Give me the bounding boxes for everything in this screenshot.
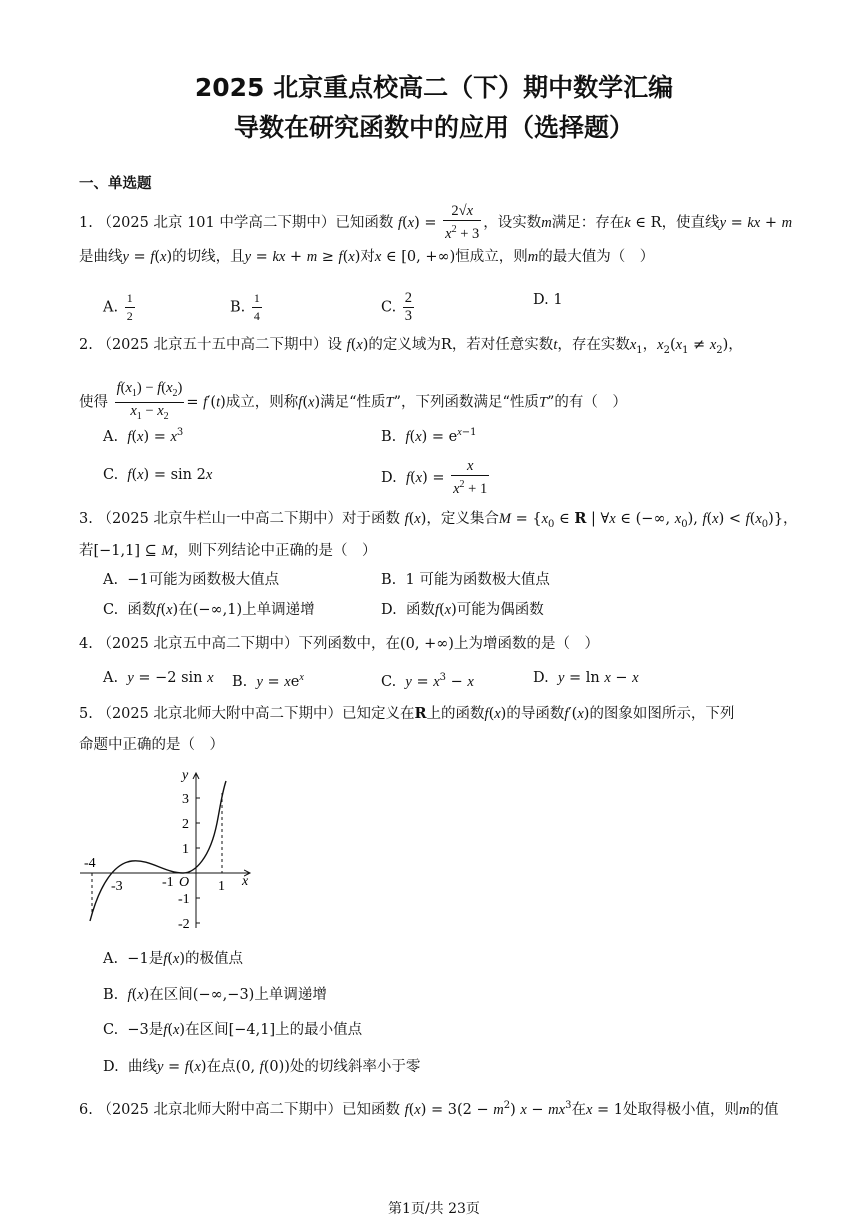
q2-option-a[interactable]: A. $f(x) = x^3$ [103,427,184,445]
q3-option-a[interactable]: A. −1可能为函数极大值点 [103,572,280,588]
q2-option-b[interactable]: B. $f(x) = e^{x-1}$ [381,427,477,445]
y-tick-label: -2 [178,917,190,932]
q1-option-d[interactable]: D. 1 [533,292,563,308]
q5-option-d[interactable]: D. 曲线y = f(x)在点(0, f(0))处的切线斜率小于零 [103,1059,421,1075]
q5-option-a[interactable]: A. −1是f(x)的极值点 [103,951,243,967]
question-4-line-1: 4. （2025 北京五中高二下期中）下列函数中，在(0, +∞)上为增函数的是（ ） [79,636,599,652]
page-footer: 第1页/共 23页 [388,1201,480,1217]
page-title: 2025 北京重点校高二（下）期中数学汇编 [194,73,674,102]
q4-option-c[interactable]: C. $y = x^3 - x$ [381,672,474,690]
y-tick-label: -1 [178,892,190,907]
question-1-line-1: 1. （2025 北京 101 中学高二下期中）已知函数 f(x) = $\frac{2√x}{x^2 + 3}$ ，设实数m满足：存在k ∈ R，使直线y = kx + m [79,203,793,242]
q5-option-b[interactable]: B. f(x)在区间(−∞,−3)上单调递增 [103,987,327,1003]
section-heading: 一、单选题 [79,176,152,192]
question-5-line-2: 命题中正确的是（ ） [79,737,224,753]
x-tick-label: -3 [111,879,123,894]
question-2-line-1: 2. （2025 北京五十五中高二下期中）设 f(x)的定义域为R，若对任意实数t，存在实数$x_1$，$x_2(x_1 \ne x_2)$， [79,337,743,356]
q3-option-b[interactable]: B. 1 可能为函数极大值点 [381,572,550,588]
y-axis-label: y [182,768,189,783]
q2-option-d[interactable]: D. f(x) = $\frac{x}{x^2 + 1}$ [381,458,488,497]
x-tick-label: -4 [84,856,96,871]
question-6-line-1: 6. （2025 北京北师大附中高二下期中）已知函数 $f(x) = 3(2 - m^2)$ $x - mx^3$在x = 1处取得极小值，则m的值 [79,1100,779,1118]
q1-option-a[interactable]: A. $\frac{1}{2}$ [103,291,133,323]
question-5-line-1: 5. （2025 北京北师大附中高二下期中）已知定义在R上的函数f(x)的导函数f′(x)的图象如图所示，下列 [79,705,735,722]
question-3-line-1: 3. （2025 北京牛栏山一中高二下期中）对于函数 f(x)，定义集合$M = \{x_0$ ∈ R | ∀x ∈ (−∞, $x_0$), $f(x) < f(x_0)$}， [79,510,798,530]
q3-option-d[interactable]: D. 函数f(x)可能为偶函数 [381,602,544,618]
fraction: $\frac{f(x_1) - f(x_2)}{x_1 - x_2}$ [116,380,183,422]
question-1-line-2: 是曲线y = f(x)的切线，且y = kx + m ≥ f(x)对x ∈ [0, +∞)恒成立，则m的最大值为（ ） [79,249,655,265]
x-axis-label: x [242,874,249,889]
q4-option-a[interactable]: A. y = −2 sin x [103,670,214,686]
q2-option-c[interactable]: C. f(x) = sin 2x [103,467,213,483]
x-tick-label: -1 [162,875,174,890]
y-tick-label: 3 [182,792,189,807]
x-tick-label: 1 [218,879,225,894]
derivative-curve [90,781,226,921]
q4-option-d[interactable]: D. y = ln x − x [533,670,639,686]
q1-option-c[interactable]: C. $\frac{2}{3}$ [381,290,413,324]
q1-option-b[interactable]: B. $\frac{1}{4}$ [230,291,260,323]
question-3-line-2: 若[−1,1] ⊆ M，则下列结论中正确的是（ ） [79,543,377,559]
page-subtitle: 导数在研究函数中的应用（选择题） [233,113,634,142]
fraction: $\frac{2√x}{x^2 + 3}$ [445,203,480,242]
derivative-graph [70,763,270,938]
q3-option-c[interactable]: C. 函数f(x)在(−∞,1)上单调递增 [103,602,315,618]
origin-label: O [179,875,190,890]
y-tick-label: 1 [182,842,189,857]
q5-option-c[interactable]: C. −3是f(x)在区间[−4,1]上的最小值点 [103,1022,363,1038]
y-tick-label: 2 [182,817,189,832]
question-2-line-2: 使得 $\frac{f(x_1) - f(x_2)}{x_1 - x_2}$ = f′(t)成立，则称f(x)满足“性质T”，下列函数满足“性质T”的有（ ） [79,380,627,425]
q4-option-b[interactable]: B. $y = xe^x$ [232,672,304,690]
